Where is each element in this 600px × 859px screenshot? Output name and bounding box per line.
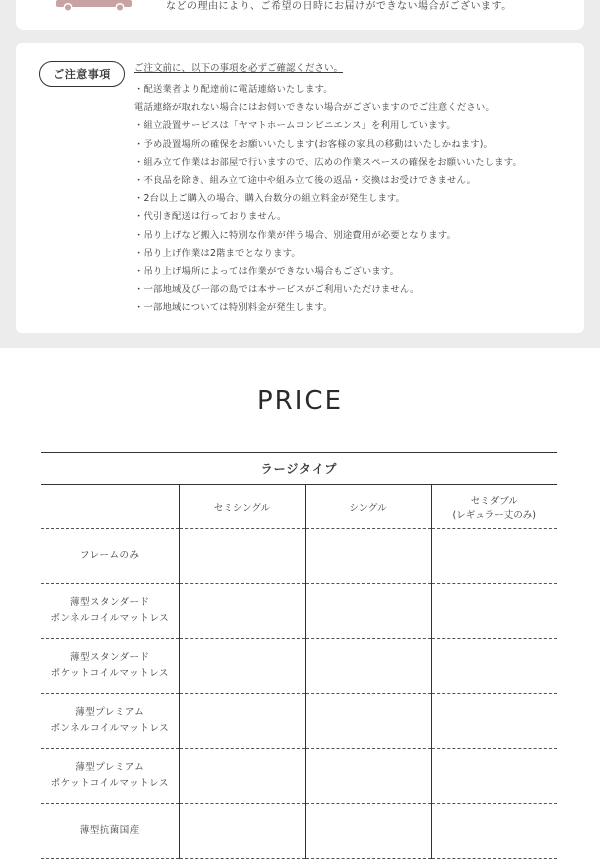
notice-item: ・一部地域及び一部の島では本サービスがご利用いただけません。 [134,284,420,296]
notice-item: ・配送業者より配達前に電話連絡いたします。 [134,84,333,95]
notice-item: ・代引き配送は行っておりません。 [134,211,287,223]
price-cell [305,694,431,749]
notice-item: 電話連絡が取れない場合にはお伺いできない場合がございますのでご注意ください。 [134,102,495,114]
price-cell [305,639,431,694]
row-label: フレームのみ [41,529,179,584]
notice-badge: ご注意事項 [39,61,125,87]
price-title: PRICE [257,386,343,416]
price-cell [179,529,305,584]
type-label: ラージタイプ [41,453,557,485]
column-header: セミシングル [179,485,305,529]
table-row [41,584,557,639]
table-row [41,749,557,804]
table-row [41,694,557,749]
row-label: 薄型プレミアム ポケットコイルマットレス [41,749,179,804]
notice-item: ・吊り上げ場所によっては作業ができない場合もございます。 [134,265,400,277]
price-cell [431,584,557,639]
notice-item: ・組み立て作業はお部屋で行いますので、広めの作業スペースの確保をお願いいたします。 [134,156,522,168]
row-label: 薄型スタンダード ボンネルコイルマットレス [41,584,179,639]
notice-item: ・吊り上げ作業は2階までとなります。 [134,247,301,259]
price-cell [431,694,557,749]
price-cell [179,639,305,694]
price-cell [305,804,431,859]
price-cell [179,694,305,749]
truck-icon [56,0,132,12]
notice-card [16,43,584,333]
price-cell [179,749,305,804]
notice-item: ・不良品を除き、組み立て途中や組み立て後の返品・交換はお受けできません。 [134,174,477,186]
column-header: シングル [305,485,431,529]
table-row [41,529,557,584]
price-table [41,452,557,859]
price-cell [431,804,557,859]
notice-item: ・一部地域については特別料金が発生します。 [134,302,333,314]
row-label: 薄型抗菌国産 [41,804,179,859]
price-cell [305,749,431,804]
price-cell [431,749,557,804]
column-header-line: セミダブル [470,495,518,507]
table-row [41,804,557,859]
notice-list [134,81,522,317]
notice-item: ・組立設置サービスは「ヤマトホームコンビニエンス」を利用しています。 [134,120,456,132]
notice-item: ・吊り上げなど搬入に特別な作業が伴う場合、別途費用が必要となります。 [134,229,457,241]
notice-item: ・予め設置場所の確保をお願いいたします(お客様の家具の移動はいたしかねます)。 [134,138,494,150]
delivery-note-text: などの理由により、ご希望の日時にお届けができない場合がございます。 [166,1,512,12]
row-label: 薄型スタンダード ポケットコイルマットレス [41,639,179,694]
price-cell [431,639,557,694]
table-row [41,639,557,694]
delivery-info-card [16,0,584,30]
column-header-note: (レギュラー丈のみ) [452,509,536,521]
column-header [431,485,557,529]
row-label: 薄型プレミアム ボンネルコイルマットレス [41,694,179,749]
price-cell [431,529,557,584]
price-cell [179,804,305,859]
price-cell [179,584,305,639]
notice-item: ・2台以上ご購入の場合、購入台数分の組立料金が発生します。 [134,193,406,205]
corner-cell [41,485,179,529]
price-cell [305,584,431,639]
price-cell [305,529,431,584]
notice-heading: ご注文前に、以下の事項を必ずご確認ください。 [134,63,344,74]
